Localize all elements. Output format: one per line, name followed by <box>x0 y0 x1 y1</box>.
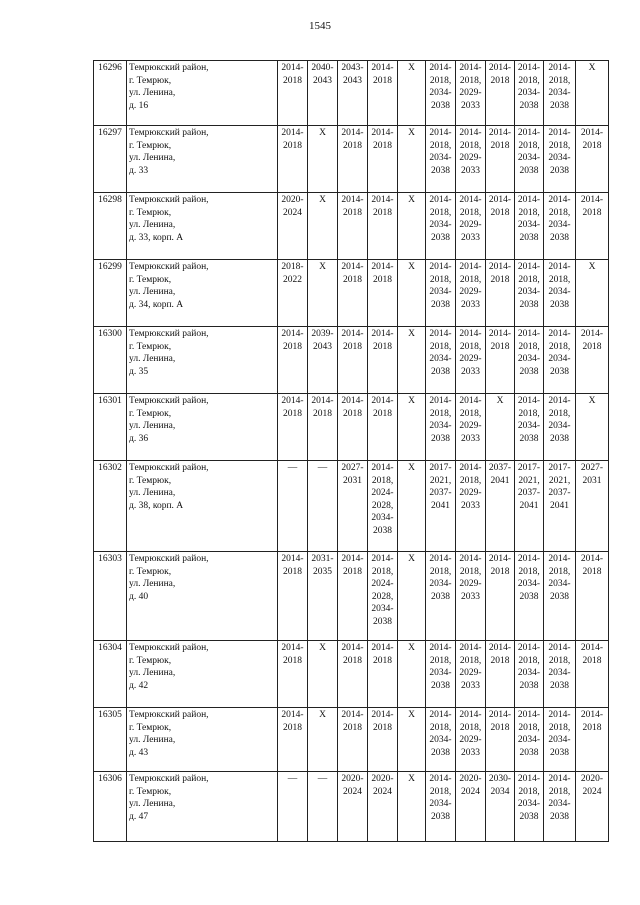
period-cell: X <box>398 552 426 641</box>
period-cell: 2040- 2043 <box>308 61 338 126</box>
period-cell: 2014- 2018, 2034- 2038 <box>515 552 544 641</box>
period-cell: 2014- 2018, 2034- 2038 <box>515 641 544 708</box>
period-cell: 2014- 2018, 2034- 2038 <box>426 552 456 641</box>
address-cell: Темрюкский район, г. Темрюк, ул. Ленина, д. 35 <box>127 327 278 394</box>
period-cell: 2014- 2018, 2034- 2038 <box>515 708 544 772</box>
period-cell: 2014- 2018, 2034- 2038 <box>515 327 544 394</box>
period-cell: — <box>278 461 308 552</box>
period-cell: X <box>576 260 609 327</box>
period-cell: 2014- 2018 <box>338 193 368 260</box>
period-cell: 2014- 2018 <box>486 61 515 126</box>
record-number: 16296 <box>94 61 127 126</box>
period-cell: X <box>308 193 338 260</box>
period-cell: 2014- 2018, 2034- 2038 <box>544 327 576 394</box>
period-cell: 2014- 2018, 2034- 2038 <box>515 126 544 193</box>
period-cell: 2014- 2018, 2034- 2038 <box>426 394 456 461</box>
period-cell: 2014- 2018, 2029- 2033 <box>456 461 486 552</box>
period-cell: 2014- 2018 <box>338 327 368 394</box>
table-row <box>94 708 609 772</box>
period-cell: 2014- 2018, 2034- 2038 <box>544 193 576 260</box>
address-cell: Темрюкский район, г. Темрюк, ул. Ленина, д. 47 <box>127 772 278 842</box>
period-cell: 2014- 2018, 2034- 2038 <box>544 394 576 461</box>
period-cell: 2014- 2018 <box>338 641 368 708</box>
period-cell: 2014- 2018 <box>338 708 368 772</box>
period-cell: 2014- 2018, 2029- 2033 <box>456 552 486 641</box>
period-cell: 2037- 2041 <box>486 461 515 552</box>
period-cell: — <box>278 772 308 842</box>
period-cell: X <box>308 641 338 708</box>
period-cell: 2014- 2018, 2029- 2033 <box>456 260 486 327</box>
record-number: 16305 <box>94 708 127 772</box>
period-cell: 2014- 2018 <box>338 552 368 641</box>
table-row <box>94 394 609 461</box>
record-number: 16302 <box>94 461 127 552</box>
period-cell: 2014- 2018, 2034- 2038 <box>426 193 456 260</box>
period-cell: 2020- 2024 <box>368 772 398 842</box>
period-cell: X <box>398 61 426 126</box>
address-cell: Темрюкский район, г. Темрюк, ул. Ленина, д. 33, корп. А <box>127 193 278 260</box>
record-number: 16300 <box>94 327 127 394</box>
period-cell: 2017- 2021, 2037- 2041 <box>544 461 576 552</box>
period-cell: 2030- 2034 <box>486 772 515 842</box>
address-cell: Темрюкский район, г. Темрюк, ул. Ленина, д. 34, корп. А <box>127 260 278 327</box>
period-cell: 2014- 2018 <box>308 394 338 461</box>
period-cell: 2018- 2022 <box>278 260 308 327</box>
period-cell: 2014- 2018 <box>486 552 515 641</box>
period-cell: 2014- 2018 <box>278 641 308 708</box>
period-cell: 2014- 2018 <box>278 708 308 772</box>
period-cell: — <box>308 772 338 842</box>
period-cell: X <box>398 193 426 260</box>
period-cell: X <box>398 708 426 772</box>
period-cell: 2014- 2018, 2024- 2028, 2034- 2038 <box>368 461 398 552</box>
table-row <box>94 552 609 641</box>
period-cell: 2014- 2018, 2034- 2038 <box>515 394 544 461</box>
period-cell: 2014- 2018 <box>368 260 398 327</box>
period-cell: 2014- 2018, 2034- 2038 <box>515 260 544 327</box>
period-cell: 2014- 2018, 2034- 2038 <box>544 708 576 772</box>
period-cell: 2014- 2018 <box>278 126 308 193</box>
period-cell: 2014- 2018 <box>576 552 609 641</box>
page-number: 1545 <box>309 20 331 32</box>
period-cell: 2014- 2018, 2034- 2038 <box>515 772 544 842</box>
period-cell: 2014- 2018 <box>368 126 398 193</box>
period-cell: 2014- 2018, 2034- 2038 <box>426 641 456 708</box>
period-cell: 2014- 2018, 2034- 2038 <box>515 61 544 126</box>
period-cell: X <box>308 260 338 327</box>
registry-table <box>93 60 609 842</box>
table-row <box>94 461 609 552</box>
period-cell: 2014- 2018 <box>278 394 308 461</box>
address-cell: Темрюкский район, г. Темрюк, ул. Ленина, д. 40 <box>127 552 278 641</box>
period-cell: 2014- 2018 <box>338 126 368 193</box>
period-cell: 2014- 2018 <box>368 641 398 708</box>
period-cell: X <box>576 394 609 461</box>
period-cell: 2014- 2018, 2034- 2038 <box>426 126 456 193</box>
period-cell: 2039- 2043 <box>308 327 338 394</box>
period-cell: 2031- 2035 <box>308 552 338 641</box>
period-cell: 2014- 2018 <box>368 61 398 126</box>
table-row <box>94 193 609 260</box>
period-cell: X <box>398 772 426 842</box>
period-cell: 2014- 2018, 2034- 2038 <box>544 260 576 327</box>
period-cell: 2020- 2024 <box>338 772 368 842</box>
period-cell: 2014- 2018 <box>368 394 398 461</box>
table-body <box>94 61 609 842</box>
period-cell: 2014- 2018, 2029- 2033 <box>456 327 486 394</box>
period-cell: 2017- 2021, 2037- 2041 <box>426 461 456 552</box>
record-number: 16301 <box>94 394 127 461</box>
period-cell: 2020- 2024 <box>576 772 609 842</box>
period-cell: 2020- 2024 <box>278 193 308 260</box>
period-cell: 2014- 2018 <box>486 708 515 772</box>
period-cell: 2014- 2018 <box>576 126 609 193</box>
period-cell: 2014- 2018 <box>278 327 308 394</box>
period-cell: 2014- 2018 <box>368 193 398 260</box>
record-number: 16299 <box>94 260 127 327</box>
period-cell: 2014- 2018, 2034- 2038 <box>426 708 456 772</box>
period-cell: X <box>398 394 426 461</box>
period-cell: — <box>308 461 338 552</box>
period-cell: 2014- 2018 <box>576 327 609 394</box>
period-cell: 2014- 2018 <box>368 327 398 394</box>
table-row <box>94 641 609 708</box>
address-cell: Темрюкский район, г. Темрюк, ул. Ленина, д. 38, корп. А <box>127 461 278 552</box>
period-cell: 2014- 2018 <box>338 394 368 461</box>
period-cell: 2014- 2018, 2029- 2033 <box>456 708 486 772</box>
period-cell: X <box>398 126 426 193</box>
period-cell: 2020- 2024 <box>456 772 486 842</box>
period-cell: 2014- 2018 <box>486 126 515 193</box>
period-cell: 2014- 2018, 2029- 2033 <box>456 126 486 193</box>
period-cell: 2014- 2018, 2029- 2033 <box>456 394 486 461</box>
record-number: 16297 <box>94 126 127 193</box>
period-cell: 2014- 2018 <box>486 641 515 708</box>
period-cell: 2014- 2018 <box>278 61 308 126</box>
table-row <box>94 61 609 126</box>
period-cell: X <box>486 394 515 461</box>
period-cell: X <box>398 641 426 708</box>
period-cell: 2014- 2018, 2029- 2033 <box>456 61 486 126</box>
period-cell: 2014- 2018, 2034- 2038 <box>515 193 544 260</box>
period-cell: X <box>398 461 426 552</box>
address-cell: Темрюкский район, г. Темрюк, ул. Ленина, д. 42 <box>127 641 278 708</box>
period-cell: 2014- 2018, 2034- 2038 <box>544 641 576 708</box>
period-cell: 2027- 2031 <box>338 461 368 552</box>
period-cell: 2014- 2018, 2034- 2038 <box>544 126 576 193</box>
period-cell: 2014- 2018, 2034- 2038 <box>426 61 456 126</box>
period-cell: 2014- 2018, 2034- 2038 <box>544 61 576 126</box>
record-number: 16306 <box>94 772 127 842</box>
period-cell: 2017- 2021, 2037- 2041 <box>515 461 544 552</box>
period-cell: X <box>308 126 338 193</box>
table-row <box>94 327 609 394</box>
record-number: 16303 <box>94 552 127 641</box>
table-row <box>94 126 609 193</box>
period-cell: 2043- 2043 <box>338 61 368 126</box>
address-cell: Темрюкский район, г. Темрюк, ул. Ленина, д. 33 <box>127 126 278 193</box>
period-cell: 2014- 2018 <box>368 708 398 772</box>
address-cell: Темрюкский район, г. Темрюк, ул. Ленина, д. 43 <box>127 708 278 772</box>
period-cell: X <box>398 327 426 394</box>
period-cell: 2014- 2018 <box>576 193 609 260</box>
period-cell: 2014- 2018 <box>576 641 609 708</box>
table-row <box>94 260 609 327</box>
period-cell: 2027- 2031 <box>576 461 609 552</box>
period-cell: 2014- 2018 <box>486 193 515 260</box>
period-cell: 2014- 2018, 2034- 2038 <box>544 772 576 842</box>
table-row <box>94 772 609 842</box>
period-cell: 2014- 2018, 2034- 2038 <box>426 772 456 842</box>
period-cell: 2014- 2018, 2034- 2038 <box>426 260 456 327</box>
address-cell: Темрюкский район, г. Темрюк, ул. Ленина, д. 16 <box>127 61 278 126</box>
period-cell: X <box>398 260 426 327</box>
period-cell: 2014- 2018 <box>278 552 308 641</box>
period-cell: 2014- 2018, 2024- 2028, 2034- 2038 <box>368 552 398 641</box>
address-cell: Темрюкский район, г. Темрюк, ул. Ленина, д. 36 <box>127 394 278 461</box>
period-cell: 2014- 2018, 2034- 2038 <box>426 327 456 394</box>
period-cell: 2014- 2018 <box>576 708 609 772</box>
period-cell: 2014- 2018, 2029- 2033 <box>456 641 486 708</box>
record-number: 16298 <box>94 193 127 260</box>
record-number: 16304 <box>94 641 127 708</box>
period-cell: X <box>576 61 609 126</box>
period-cell: 2014- 2018 <box>486 260 515 327</box>
period-cell: 2014- 2018 <box>486 327 515 394</box>
period-cell: 2014- 2018, 2034- 2038 <box>544 552 576 641</box>
period-cell: X <box>308 708 338 772</box>
period-cell: 2014- 2018 <box>338 260 368 327</box>
period-cell: 2014- 2018, 2029- 2033 <box>456 193 486 260</box>
